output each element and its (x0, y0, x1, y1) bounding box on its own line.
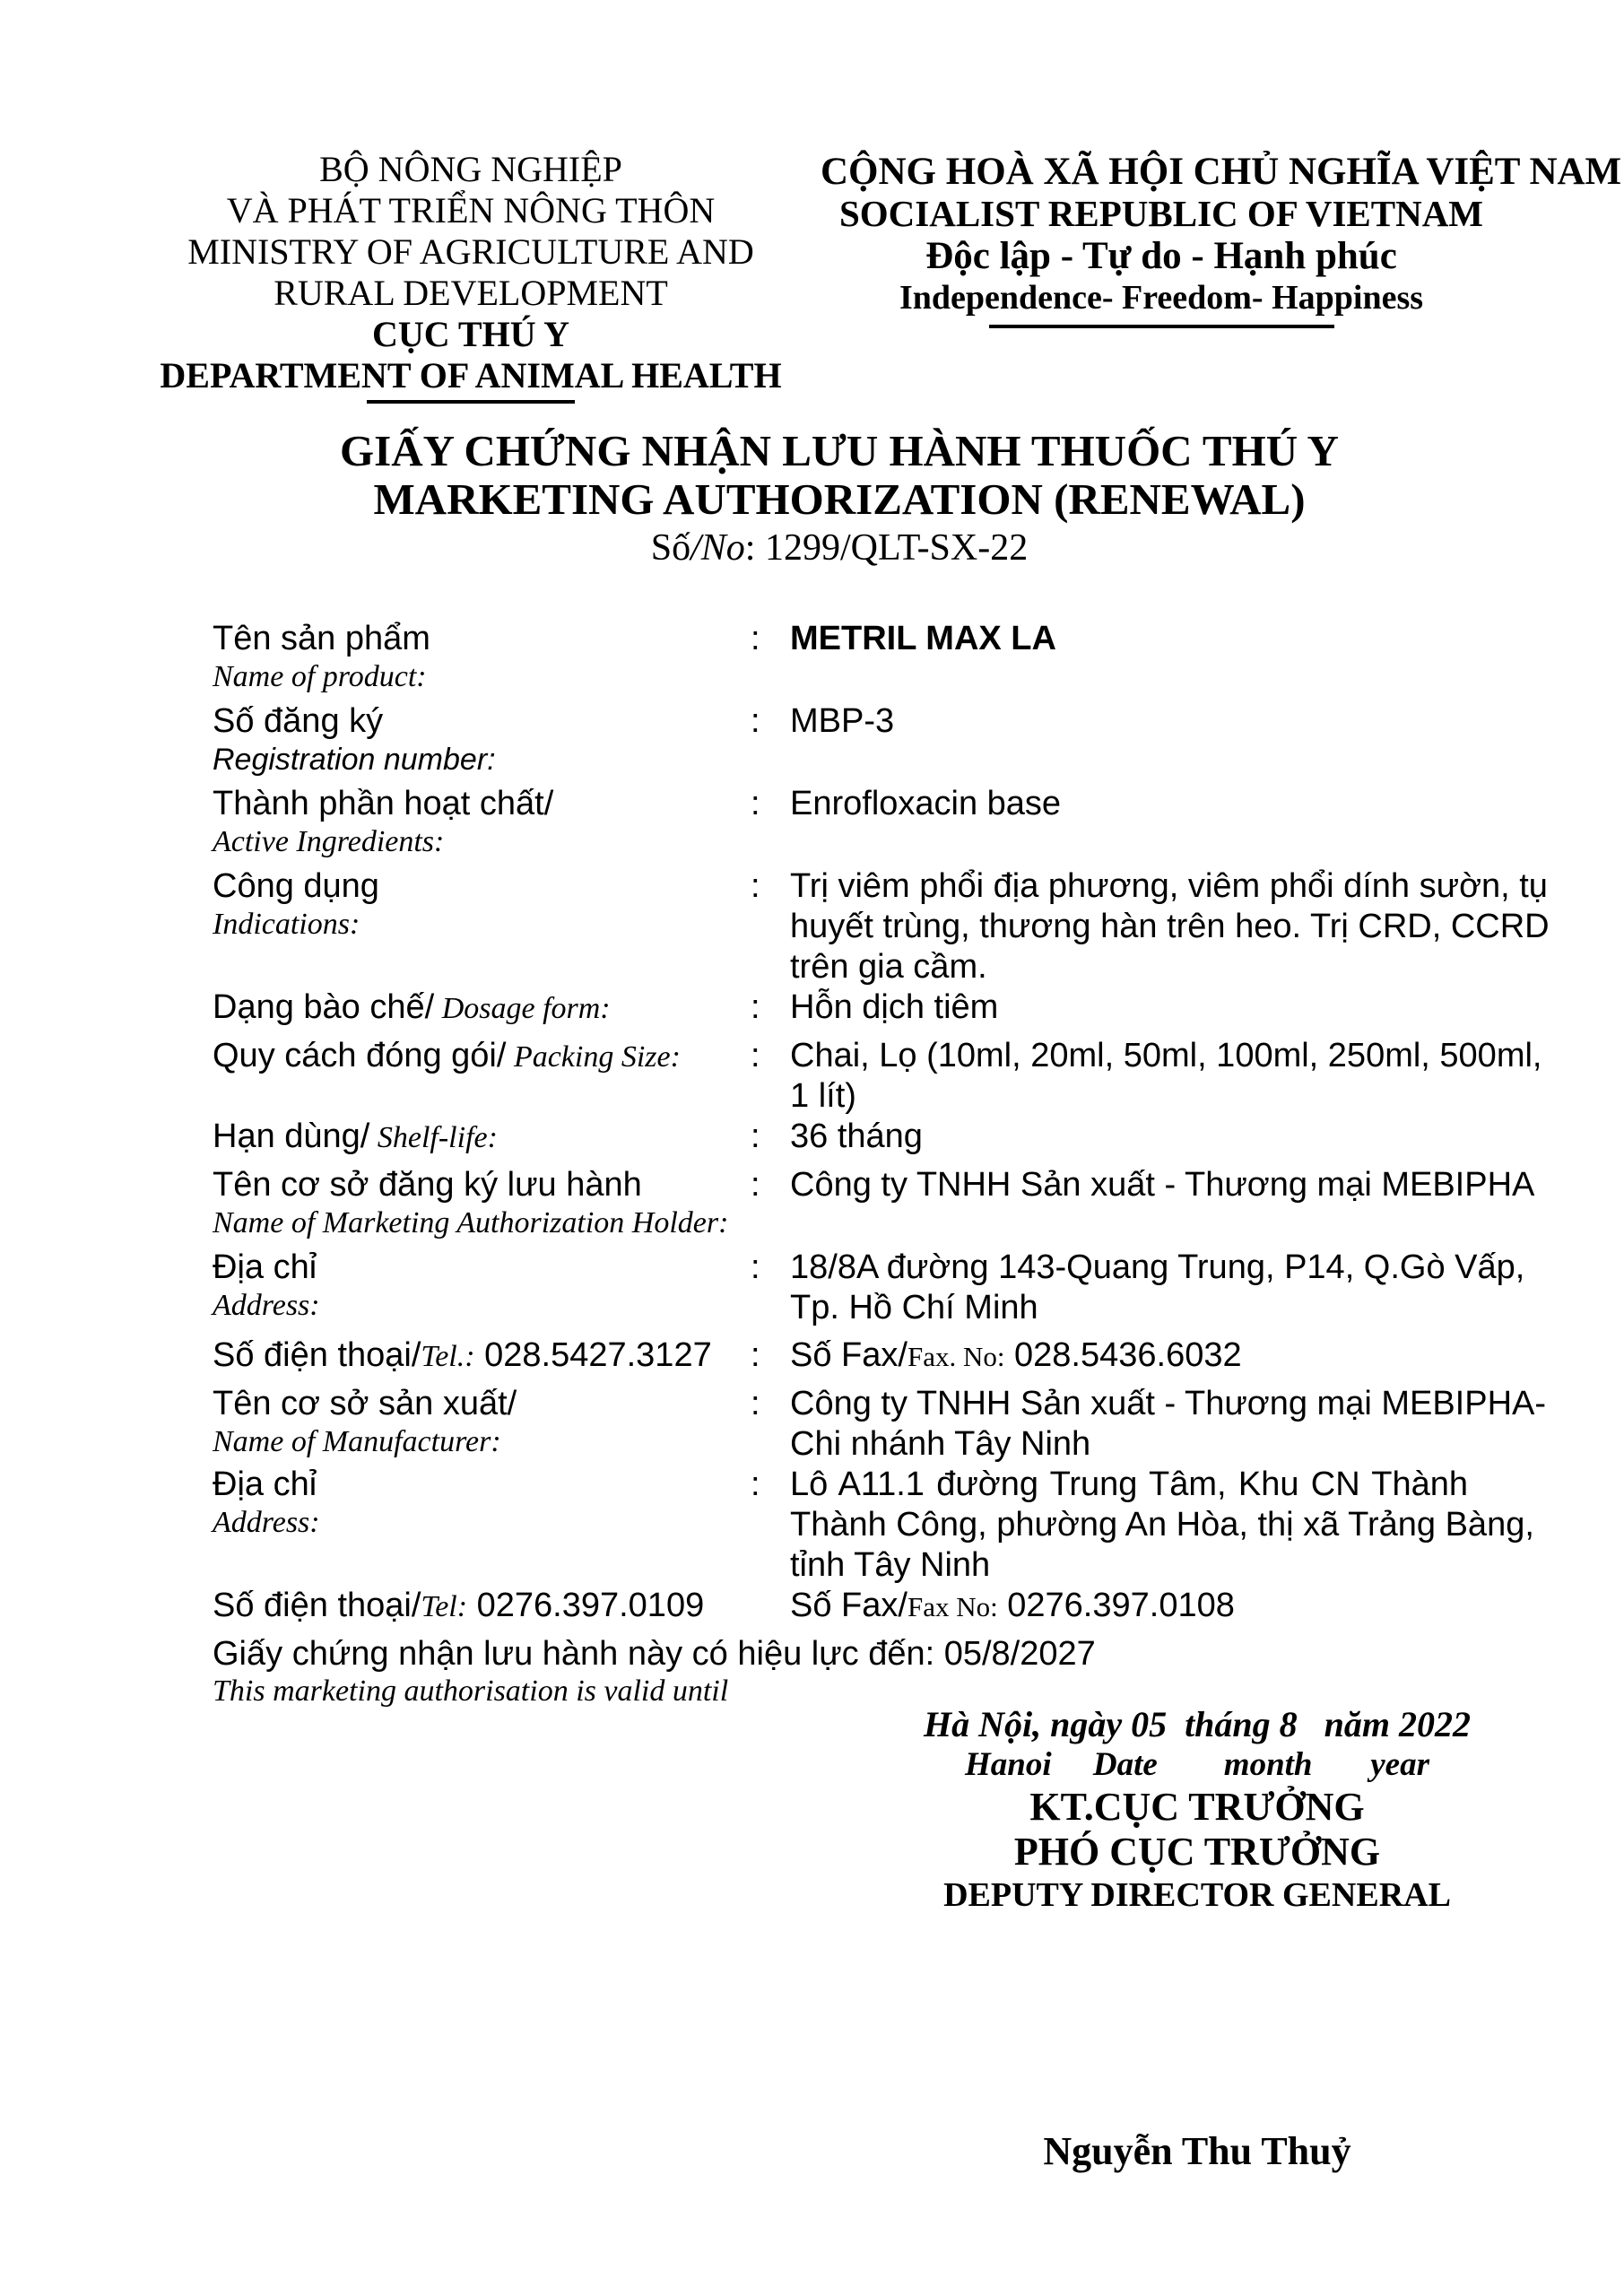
field-value-line-1: Công ty TNHH Sản xuất - Thương mại MEBIPHA (790, 1166, 1535, 1204)
field-value-line-2: huyết trùng, thương hàn trên heo. Trị CRD, CCRD (790, 908, 1550, 945)
field-value-line-1: Hỗn dịch tiêm (790, 988, 999, 1026)
field-label (213, 1036, 751, 1077)
fax-value-part-1: Số Fax/ (790, 1587, 908, 1624)
field-label-cell (213, 619, 751, 694)
field-value (790, 987, 1468, 1029)
field-label (213, 866, 751, 907)
field-colon: : (751, 1166, 760, 1204)
field-row-validity (213, 1634, 1486, 1709)
field-label-vietnamese: Quy cách đóng gói/ (213, 1037, 507, 1074)
field-label (213, 701, 751, 742)
field-row-phone-fax (213, 1335, 1486, 1377)
field-value-line-1: 36 tháng (790, 1118, 923, 1155)
field-label (213, 1384, 751, 1424)
validity-text: Giấy chứng nhận lưu hành này có hiệu lực đến: 05/8/2027 (213, 1635, 1096, 1673)
field-value (790, 1165, 1535, 1240)
field-value-line-1: Công ty TNHH Sản xuất - Thương mại MEBIPHA- (790, 1385, 1547, 1422)
field-row (213, 1248, 1525, 1328)
header-left-line-5: CỤC THÚ Y (371, 314, 570, 354)
field-colon: : (751, 1248, 760, 1286)
certificate-number (213, 526, 1466, 570)
fields-section (213, 619, 1550, 1716)
field-label-vietnamese: Hạn dùng/ (213, 1118, 370, 1155)
field-row (213, 1384, 1547, 1465)
header-right (821, 151, 1622, 328)
number-value: : 1299/QLT-SX-22 (744, 527, 1029, 569)
field-colon: : (751, 1336, 760, 1374)
fax-value-part-3: 028.5436.6032 (1004, 1336, 1242, 1374)
field-label-cell (213, 1248, 751, 1328)
field-value (790, 619, 1468, 694)
field-label-vietnamese: Số đăng ký (213, 702, 384, 740)
field-label-english: Name of Marketing Authorization Holder: (213, 1206, 729, 1239)
field-label-vietnamese: Công dụng (213, 867, 379, 905)
field-value (790, 1117, 1468, 1158)
number-prefix-english: /No (690, 527, 745, 569)
field-label-english: Active Ingredients: (213, 825, 445, 858)
field-label (213, 1165, 751, 1205)
field-value-line-2: Thành Công, phường An Hòa, thị xã Trảng Bàng, (790, 1506, 1534, 1544)
field-value-line-1: Enrofloxacin base (790, 785, 1062, 822)
header-right-line-4: Independence- Freedom- Happiness (899, 279, 1424, 317)
signature-block (852, 1704, 1542, 2174)
field-label-vietnamese: Thành phần hoạt chất/ (213, 785, 554, 822)
field-row (213, 1117, 1486, 1158)
field-row (213, 1165, 1535, 1240)
field-label-english: Registration number: (213, 743, 496, 777)
date-line-translation: Hanoi Date month year (964, 1746, 1430, 1783)
field-label-cell (213, 1335, 751, 1377)
field-value-line-1: MBP-3 (790, 702, 895, 740)
field-label-english: Name of product: (213, 660, 427, 693)
header-left-line-1: BỘ NÔNG NGHIỆP (319, 149, 622, 189)
signer-name: Nguyễn Thu Thuỷ (1043, 2129, 1351, 2173)
field-label-english: Indications: (213, 908, 360, 941)
field-label-english: Address: (213, 1289, 320, 1322)
field-label-english: Address: (213, 1506, 320, 1539)
field-value (790, 1384, 1547, 1465)
fax-value-part-2: Fax No: (907, 1591, 998, 1622)
field-value-line-1: METRIL MAX LA (790, 620, 1056, 657)
phone-label-part-2: Tel: (421, 1590, 468, 1623)
field-row (213, 866, 1550, 987)
field-label-vietnamese: Tên cơ sở sản xuất/ (213, 1385, 517, 1422)
field-value (790, 1248, 1525, 1328)
field-value (790, 866, 1550, 987)
field-label-vietnamese: Địa chỉ (213, 1248, 317, 1286)
header-right-underline (989, 325, 1334, 328)
field-value (790, 1586, 1468, 1627)
header-right-lines (821, 151, 1622, 319)
field-value (790, 1036, 1542, 1117)
field-row (213, 619, 1486, 694)
phone-label (213, 1586, 751, 1627)
field-row-phone-fax (213, 1586, 1486, 1627)
title-line-vietnamese: GIẤY CHỨNG NHẬN LƯU HÀNH THUỐC THÚ Y (340, 426, 1339, 475)
field-value-line-1: Lô A11.1 đường Trung Tâm, Khu CN Thành (790, 1465, 1468, 1503)
header-left-line-4: RURAL DEVELOPMENT (274, 273, 668, 313)
field-value (790, 1335, 1468, 1377)
fax-value (790, 1586, 1468, 1627)
field-colon: : (751, 620, 760, 657)
field-row (213, 1036, 1542, 1117)
header-right-line-1: CỘNG HOÀ XÃ HỘI CHỦ NGHĨA VIỆT NAM (821, 151, 1622, 193)
fax-value-part-3: 0276.397.0108 (997, 1587, 1235, 1624)
field-label (213, 1465, 751, 1505)
field-label-vietnamese: Địa chỉ (213, 1465, 317, 1503)
field-colon (751, 1586, 790, 1627)
field-label-english: Dosage form: (434, 992, 611, 1025)
header-left-line-3: MINISTRY OF AGRICULTURE AND (187, 231, 754, 272)
field-label (213, 1117, 751, 1158)
signer-title-english: DEPUTY DIRECTOR GENERAL (943, 1876, 1451, 1914)
phone-label (213, 1335, 751, 1377)
field-value-line-1: 18/8A đường 143-Quang Trung, P14, Q.Gò Vấp, (790, 1248, 1525, 1286)
number-prefix: Số (650, 527, 691, 569)
phone-label-part-1: Số điện thoại/ (213, 1336, 421, 1374)
field-label-english: Packing Size: (506, 1040, 681, 1074)
field-label-cell (213, 866, 751, 987)
title-line-english: MARKETING AUTHORIZATION (RENEWAL) (373, 474, 1306, 524)
field-value-line-3: trên gia cầm. (790, 948, 987, 986)
phone-label-part-1: Số điện thoại/ (213, 1587, 421, 1624)
title-block (213, 427, 1466, 570)
field-label (213, 619, 751, 659)
field-row (213, 701, 1486, 777)
signer-title-vietnamese-2: PHÓ CỤC TRƯỞNG (1013, 1830, 1381, 1874)
field-label-vietnamese: Tên sản phẩm (213, 620, 430, 657)
field-label-cell (213, 987, 751, 1029)
field-colon: : (751, 867, 760, 905)
field-label-cell (213, 1586, 751, 1627)
field-label-cell (213, 1036, 751, 1117)
field-colon: : (751, 1037, 760, 1074)
field-label-english: Shelf-life: (369, 1121, 498, 1154)
field-label-vietnamese: Dạng bào chế/ (213, 988, 435, 1026)
field-label (213, 1248, 751, 1288)
field-label (213, 987, 751, 1029)
field-value-line-1: Chai, Lọ (10ml, 20ml, 50ml, 100ml, 250ml, 500ml, (790, 1037, 1542, 1074)
field-label-vietnamese: Tên cơ sở đăng ký lưu hành (213, 1166, 642, 1204)
date-line: Hà Nội, ngày 05 tháng 8 năm 2022 (923, 1704, 1472, 1744)
phone-label-part-3: 0276.397.0109 (467, 1587, 705, 1624)
field-value-line-2: 1 lít) (790, 1077, 856, 1115)
header-left (135, 149, 807, 404)
phone-label-part-2: Tel.: (421, 1340, 475, 1373)
header-right-line-3: Độc lập - Tự do - Hạnh phúc (925, 235, 1397, 277)
field-label-english: Name of Manufacturer: (213, 1425, 501, 1458)
field-colon: : (751, 988, 760, 1026)
field-colon: : (751, 1118, 760, 1155)
field-colon: : (751, 702, 760, 740)
field-value-line-1: Trị viêm phổi địa phương, viêm phổi dính sườn, tụ (790, 867, 1548, 905)
field-value (790, 701, 1468, 777)
field-label-cell (213, 1117, 751, 1158)
fax-value-part-1: Số Fax/ (790, 1336, 908, 1374)
header-left-line-6: DEPARTMENT OF ANIMAL HEALTH (160, 355, 782, 396)
field-row (213, 784, 1486, 859)
field-row (213, 1465, 1534, 1586)
field-label-cell (213, 1384, 751, 1465)
field-colon: : (751, 1385, 760, 1422)
field-label-cell (213, 784, 751, 859)
header-left-underline (367, 400, 575, 404)
field-label-cell (213, 1465, 751, 1586)
field-colon: : (751, 785, 760, 822)
fax-value (790, 1335, 1468, 1377)
field-row (213, 987, 1486, 1029)
phone-label-part-3: 028.5427.3127 (474, 1336, 712, 1374)
field-label-cell (213, 701, 751, 777)
header-right-line-2: SOCIALIST REPUBLIC OF VIETNAM (838, 193, 1484, 234)
field-value (790, 1465, 1534, 1586)
validity-translation: This marketing authorisation is valid until (213, 1674, 729, 1708)
fax-value-part-2: Fax. No: (907, 1341, 1005, 1372)
field-value-line-3: tỉnh Tây Ninh (790, 1546, 991, 1584)
header-left-line-2: VÀ PHÁT TRIỂN NÔNG THÔN (226, 190, 716, 230)
field-label-cell (213, 1165, 751, 1240)
header-left-lines (135, 149, 807, 396)
field-value-line-2: Chi nhánh Tây Ninh (790, 1425, 1091, 1463)
field-value (790, 784, 1468, 859)
field-colon: : (751, 1465, 760, 1503)
signer-title-vietnamese-1: KT.CỤC TRƯỞNG (1029, 1785, 1365, 1829)
field-value-line-2: Tp. Hồ Chí Minh (790, 1289, 1038, 1326)
field-label (213, 784, 751, 824)
